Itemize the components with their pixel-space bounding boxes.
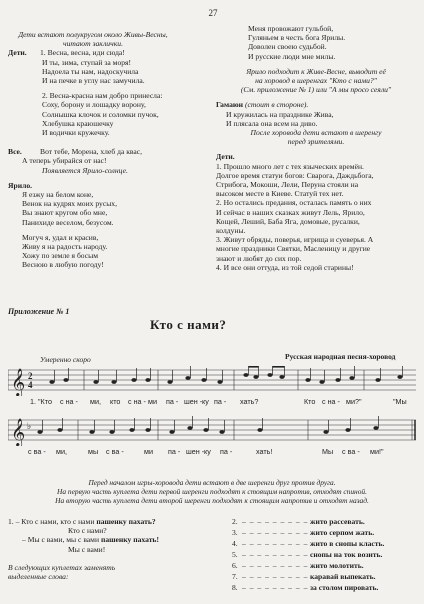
stage-direction: Дети встают полукругом около Живы-Весны, читают заклички. <box>18 30 168 49</box>
highlighted-phrase: пашенку пахать! <box>100 535 159 545</box>
stage-direction: После хоровода дети встают в шеренгу перед зрителями. <box>250 128 382 147</box>
svg-text:♭: ♭ <box>27 422 32 432</box>
appendix-label: Приложение № 1 <box>8 307 70 316</box>
verse-substitutions <box>232 517 422 594</box>
lyrics-row-2: с ва - ми, мы с ва - ми па - шен - ку па - хать! Мы с ва - ми!" <box>28 447 384 456</box>
highlighted-phrase: пашенку пахать? <box>96 517 156 526</box>
yarilo-speech: Ярило. Я езжу на белом коне, Венок на кудрях моих русых, Вы знают кругом обо мне, Панихиде веселом, безусом. Могуч я, удал и красив, Живу я на радость народу. Хожу по земле я босым Весною в любую погоду! <box>8 181 218 270</box>
lyrics-row-1: 1. "Кто с на - ми, кто с на - ми па - шен - ку па - хать? Кто с на - ми?" "Мы <box>30 397 407 406</box>
stage-direction: Ярило подходит к Живе-Весне, выводит её на хоровод в шеренгах "Кто с нами?" (См. приложение № 1) или "А мы просо сеяли" <box>240 66 392 95</box>
speaker-label: Все. <box>8 147 22 157</box>
right-column <box>216 24 418 272</box>
all-speech: Все. Вот тебе, Морена, хлеб да квас, А теперь убирайся от нас! Появляется Ярило-солнце. <box>8 147 218 175</box>
list-item: 6. – – – – – – – – – жито молотить. <box>232 561 364 570</box>
music-staff-2 <box>8 416 416 446</box>
list-item: 7. – – – – – – – – – каравай выпекать. <box>232 572 376 581</box>
substitution-note: В следующих куплетах заменять выделенные слова: <box>8 563 116 582</box>
list-item: 5. – – – – – – – – – снопы на ток возить. <box>232 550 383 559</box>
verse-first: 1. – Кто с нами, кто с нами пашенку пахать? Кто с нами? – Мы с вами, мы с вами пашенку пахать! Мы с вами! <box>8 517 159 554</box>
svg-text:4: 4 <box>28 380 33 390</box>
children-speech: Дети. 1. Прошло много лет с тех языческих времён. Долгое время статуи богов: Сварога, Даждьбога, Стрибога, Мокоши, Лели, Перуна стояли на высоком месте в Киеве. Статуй тех нет. 2. Но остались предания, осталась память о них И сейчас в наших сказках живут Лель, Ярило, Кощей, Леший, Баба Яга, домовые, русалки, колдуны. 3. Живут обряды, поверья, игрища и суеверья. А многие праздники Святки, Масленицу и другие знают и любят до сих пор. 4. И все они оттуда, из той седой старины! <box>216 152 418 272</box>
left-column <box>8 30 218 270</box>
list-item: 2. – – – – – – – – – жито рассевать. <box>232 517 365 526</box>
stage-direction: Появляется Ярило-солнце. <box>42 165 128 175</box>
list-item: 3. – – – – – – – – – жито серпом жать. <box>232 528 375 537</box>
svg-text:2: 2 <box>28 371 33 381</box>
tempo-marking: Умеренно скоро <box>40 355 91 364</box>
song-title: Кто с нами? <box>150 317 227 332</box>
song-subtitle: Русская народная песня-хоровод <box>285 352 396 361</box>
svg-text:𝄞: 𝄞 <box>11 368 26 396</box>
children-verse-1: Дети. 1. Весна, весна, иди сюда! И ты, зима, ступай за моря! Надоела ты нам, надоскучила И на печке в углу нас замучила. <box>8 48 145 86</box>
music-staff-1 <box>8 366 416 396</box>
page-number: 27 <box>208 8 218 18</box>
children-verse-2: 2. Весна-красна нам добро принесла: Соху, борону и лошадку ворону, Солнышка клочок и соломки пучок, Хлебушка краюшечку И водички кружечку. <box>42 91 163 138</box>
speaker-label: Ярило. <box>8 180 33 190</box>
speaker-label: Дети. <box>8 48 27 58</box>
list-item: 4. – – – – – – – – – жито в снопы класть. <box>232 539 385 548</box>
list-item: 8. – – – – – – – – – за столом пировать. <box>232 583 379 592</box>
speaker-label: Гамаюн <box>216 100 244 110</box>
svg-text:𝄞: 𝄞 <box>11 418 26 446</box>
yarilo-continued: Меня провожают гульбой, Гуляньем в честь бога Ярилы. Доволен своею судьбой. И русские люди мне милы. <box>248 24 346 61</box>
speaker-label: Дети. <box>216 152 235 162</box>
gamayun-speech: Гамаюн (стоит в стороне). И кружилась на празднике Жива, И плясала она всем на диво. <box>216 100 334 128</box>
game-instructions: Перед началом игры-хоровода дети встают в две шеренги друг против друга. На первую часть куплета дети первой шеренги подходят к стоящим напротив, отходят спиной. На вторую часть куплета дети второй шеренги подходят к стоящим напротив и отходят назад. <box>55 478 369 505</box>
